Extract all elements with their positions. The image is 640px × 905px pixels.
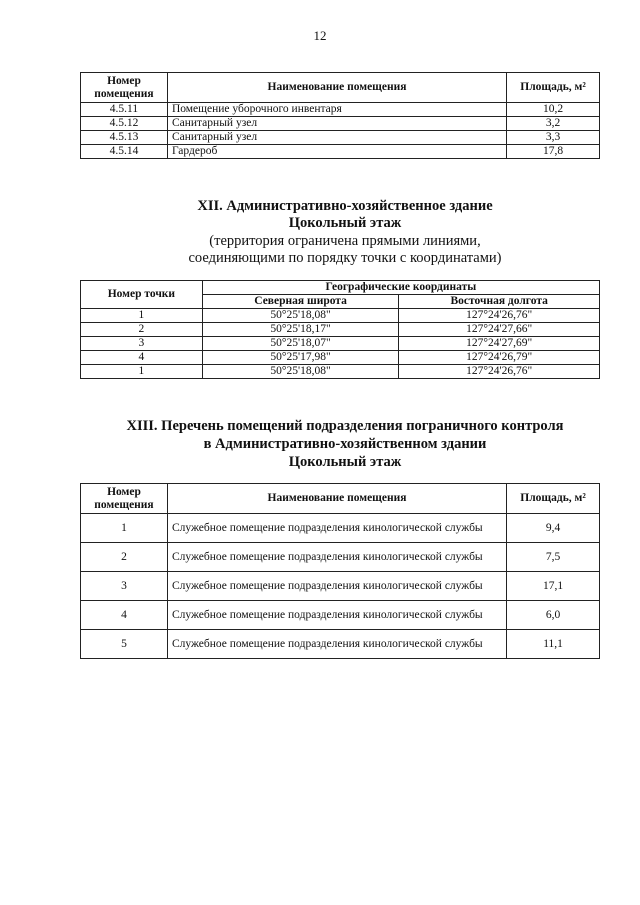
section-12-note-line1: (территория ограничена прямыми линиями,	[209, 233, 481, 249]
latitude: 50°25'18,07"	[202, 337, 399, 351]
room-number: 4.5.14	[81, 145, 168, 159]
latitude: 50°25'18,08"	[202, 309, 399, 323]
room-name: Служебное помещение подразделения кинологической службы	[167, 572, 506, 601]
coordinates-table	[80, 280, 600, 379]
room-number: 4.5.13	[81, 131, 168, 145]
table-row	[81, 514, 600, 543]
header-area: Площадь, м²	[507, 73, 600, 103]
room-area: 17,1	[507, 572, 600, 601]
longitude: 127°24'26,76"	[399, 309, 600, 323]
room-area: 3,2	[507, 117, 600, 131]
table-row	[81, 309, 600, 323]
header-room-name: Наименование помещения	[167, 484, 506, 514]
header-point-number: Номер точки	[81, 281, 203, 309]
section-12-note-line2: соединяющими по порядку точки с координатами)	[188, 250, 502, 266]
room-name: Служебное помещение подразделения кинологической службы	[167, 514, 506, 543]
section-12-title: XII. Административно-хозяйственное здание	[197, 198, 493, 214]
room-area: 7,5	[507, 543, 600, 572]
section-13-title-line1: XIII. Перечень помещений подразделения пограничного контроля	[126, 418, 564, 434]
room-number: 5	[81, 630, 168, 659]
room-name: Служебное помещение подразделения кинологической службы	[167, 543, 506, 572]
point-number: 3	[81, 337, 203, 351]
latitude: 50°25'18,17"	[202, 323, 399, 337]
table-row	[81, 365, 600, 379]
room-name: Санитарный узел	[167, 117, 506, 131]
table-row	[81, 103, 600, 117]
latitude: 50°25'18,08"	[202, 365, 399, 379]
header-room-number: Номер помещения	[81, 73, 168, 103]
longitude: 127°24'26,76"	[399, 365, 600, 379]
room-area: 6,0	[507, 601, 600, 630]
page-number: 12	[313, 28, 327, 43]
table-row	[81, 601, 600, 630]
longitude: 127°24'27,66"	[399, 323, 600, 337]
point-number: 2	[81, 323, 203, 337]
table-row	[81, 572, 600, 601]
latitude: 50°25'17,98"	[202, 351, 399, 365]
room-number: 4	[81, 601, 168, 630]
table-row	[81, 337, 600, 351]
room-area: 10,2	[507, 103, 600, 117]
room-name: Гардероб	[167, 145, 506, 159]
room-name: Служебное помещение подразделения кинологической службы	[167, 601, 506, 630]
room-area: 11,1	[507, 630, 600, 659]
header-room-number: Номер помещения	[81, 484, 168, 514]
header-geo-coordinates: Географические координаты	[202, 281, 599, 295]
room-area: 3,3	[507, 131, 600, 145]
table-row	[81, 117, 600, 131]
room-number: 2	[81, 543, 168, 572]
longitude: 127°24'27,69"	[399, 337, 600, 351]
table-row	[81, 131, 600, 145]
section-13-subtitle: Цокольный этаж	[288, 454, 402, 470]
point-number: 4	[81, 351, 203, 365]
room-name: Помещение уборочного инвентаря	[167, 103, 506, 117]
header-room-name: Наименование помещения	[167, 73, 506, 103]
room-area: 17,8	[507, 145, 600, 159]
rooms-table-1	[80, 72, 600, 159]
rooms-table-2	[80, 483, 600, 659]
table-row	[81, 630, 600, 659]
room-number: 1	[81, 514, 168, 543]
header-longitude: Восточная долгота	[399, 295, 600, 309]
section-12-subtitle: Цокольный этаж	[288, 215, 402, 231]
longitude: 127°24'26,79"	[399, 351, 600, 365]
point-number: 1	[81, 365, 203, 379]
table-row	[81, 145, 600, 159]
room-name: Служебное помещение подразделения кинологической службы	[167, 630, 506, 659]
table-row	[81, 323, 600, 337]
room-area: 9,4	[507, 514, 600, 543]
header-latitude: Северная широта	[202, 295, 399, 309]
table-row	[81, 351, 600, 365]
room-number: 4.5.11	[81, 103, 168, 117]
room-name: Санитарный узел	[167, 131, 506, 145]
section-13-title-line2: в Административно-хозяйственном здании	[203, 436, 487, 452]
header-area: Площадь, м²	[507, 484, 600, 514]
room-number: 4.5.12	[81, 117, 168, 131]
point-number: 1	[81, 309, 203, 323]
room-number: 3	[81, 572, 168, 601]
table-row	[81, 543, 600, 572]
